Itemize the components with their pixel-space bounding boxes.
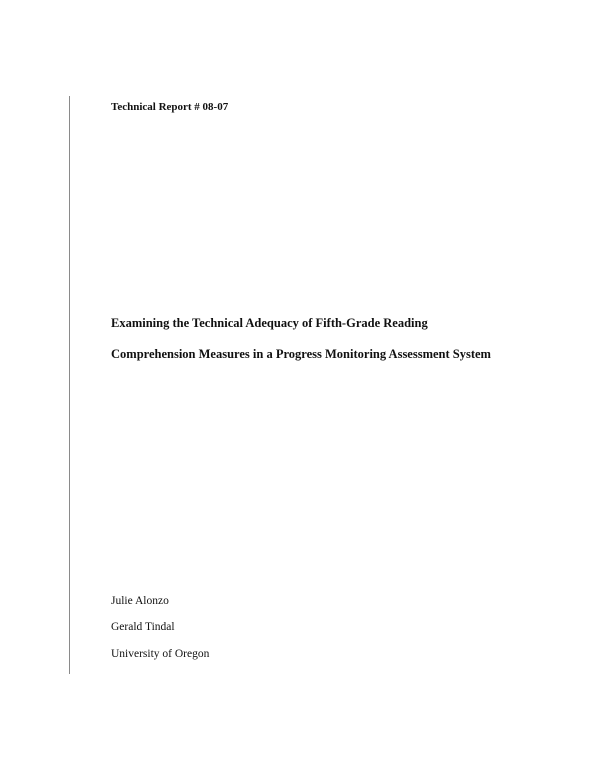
title-line-1: Examining the Technical Adequacy of Fifth-Grade Reading [111,316,428,330]
left-margin-rule [69,96,70,674]
report-number: Technical Report # 08-07 [111,101,229,113]
affiliation: University of Oregon [111,648,210,660]
title-line-2: Comprehension Measures in a Progress Monitoring Assessment System [111,347,491,361]
author-name: Julie Alonzo [111,595,169,607]
author-name: Gerald Tindal [111,621,175,633]
